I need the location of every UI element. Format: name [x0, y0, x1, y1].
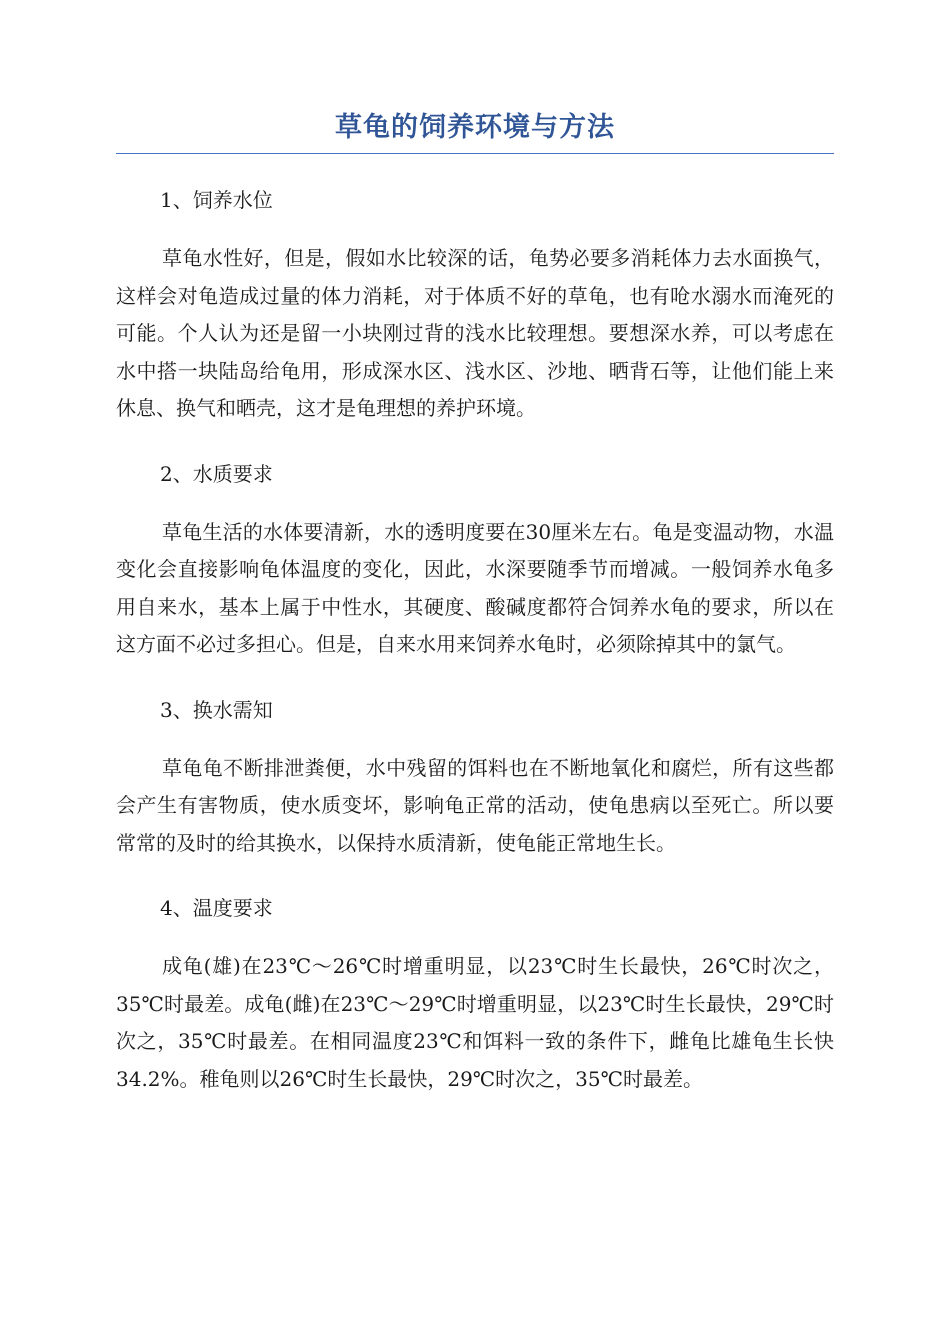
document-page	[116, 108, 834, 1098]
section-heading-water-change: 3、换水需知	[160, 697, 273, 722]
section-body-water-quality: 草龟生活的水体要清新，水的透明度要在30厘米左右。龟是变温动物，水温变化会直接影响龟体温度的变化，因此，水深要随季节而增减。一般饲养水龟多用自来水，基本上属于中性水，其硬度、酸碱度都符合饲养水龟的要求，所以在这方面不必过多担心。但是，自来水用来饲养水龟时，必须除掉其中的氯气。	[116, 519, 834, 656]
section-body-water-level: 草龟水性好，但是，假如水比较深的话，龟势必要多消耗体力去水面换气，这样会对龟造成过量的体力消耗，对于体质不好的草龟，也有呛水溺水而淹死的可能。个人认为还是留一小块刚过背的浅水比较理想。要想深水养，可以考虑在水中搭一块陆岛给龟用，形成深水区、浅水区、沙地、晒背石等，让他们能上来休息、换气和晒壳，这才是龟理想的养护环境。	[116, 246, 834, 420]
section-heading-water-level: 1、饲养水位	[160, 188, 273, 212]
section-heading-temperature: 4、温度要求	[160, 896, 273, 920]
section-heading-water-quality: 2、水质要求	[160, 461, 273, 486]
document-title: 草龟的饲养环境与方法	[116, 108, 834, 154]
section-body-water-change: 草龟龟不断排泄粪便，水中残留的饵料也在不断地氧化和腐烂，所有这些都会产生有害物质，使水质变坏，影响龟正常的活动，使龟患病以至死亡。所以要常常的及时的给其换水，以保持水质清新，使龟能正常地生长。	[116, 755, 834, 855]
section-body-temperature: 成龟(雄)在23℃～26℃时增重明显，以23℃时生长最快，26℃时次之，35℃时最差。成龟(雌)在23℃～29℃时增重明显，以23℃时生长最快，29℃时次之，35℃时最差。在相同温度23℃和饵料一致的条件下，雌龟比雄龟生长快34.2%。稚龟则以26℃时生长最快，29℃时次之，35℃时最差。	[116, 954, 834, 1091]
